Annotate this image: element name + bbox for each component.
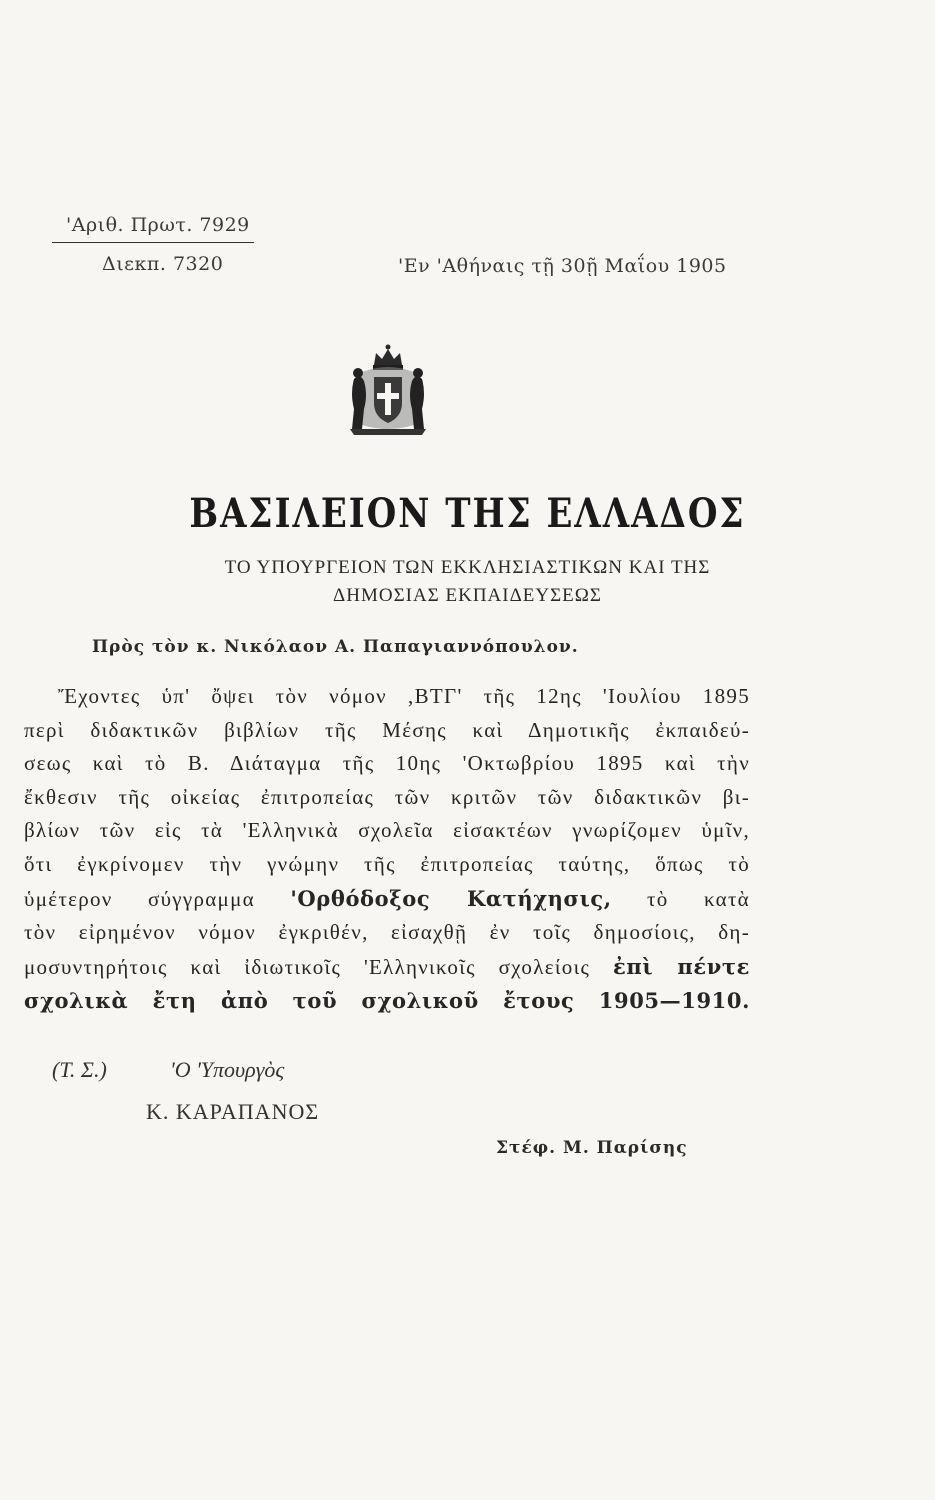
body-line-book-title xyxy=(24,882,750,917)
kingdom-title: ΒΑΣΙΛΕΙΟΝ ΤΗΣ ΕΛΛΑΔΟΣ xyxy=(189,490,746,538)
body-line: περὶ διδακτικῶν βιβλίων τῆς Μέσης καὶ Δημοτικῆς ἐκπαιδεύ- xyxy=(24,717,750,742)
letter-body xyxy=(24,680,750,1018)
addressee: Πρὸς τὸν κ. Νικόλαον Α. Παπαγιαννόπουλον. xyxy=(92,637,579,657)
body-line-part: τὸ κατὰ xyxy=(647,886,750,911)
body-line: ἔκθεσιν τῆς οἰκείας ἐπιτροπείας τῶν κριτῶν τῶν διδακτικῶν βι- xyxy=(24,784,750,809)
body-line: τὸν εἰρημένον νόμον ἐγκριθέν, εἰσαχθῇ ἐν τοῖς δημοσίοις, δη- xyxy=(24,920,750,945)
book-title: 'Ορθόδοξος Κατήχησις, xyxy=(290,885,612,911)
minister-title: 'Ο 'Υπουργὸς xyxy=(170,1057,285,1082)
body-line: βλίων τῶν εἰς τὰ 'Ελληνικὰ σχολεῖα εἰσακτέων γνωρίζομεν ὑμῖν, xyxy=(24,818,750,843)
ministry-line-1: ΤΟ ΥΠΟΥΡΓΕΙΟΝ ΤΩΝ ΕΚΚΛΗΣΙΑΣΤΙΚΩΝ ΚΑΙ ΤΗΣ xyxy=(224,557,711,578)
ministry-line-2: ΔΗΜΟΣΙΑΣ ΕΚΠΑΙΔΕΥΣΕΩΣ xyxy=(333,585,602,606)
minister-name: Κ. ΚΑΡΑΠΑΝΟΣ xyxy=(146,1099,320,1124)
ministry-title xyxy=(0,554,935,610)
body-line-part: ὑμέτερον σύγγραμμα xyxy=(24,886,255,911)
protocol-number: 'Αριθ. Πρωτ. 7929 xyxy=(52,214,254,243)
seal-mark: (Τ. Σ.) xyxy=(52,1057,107,1082)
body-line: Ἔχοντες ὑπ' ὄψει τὸν νόμον ,ΒΤΓ' τῆς 12ης 'Ιουλίου 1895 xyxy=(58,684,750,708)
approval-duration-start: ἐπὶ πέντε xyxy=(613,953,750,979)
body-line: σεως καὶ τὸ Β. Διάταγμα τῆς 10ης 'Οκτωβρίου 1895 καὶ τὴν xyxy=(24,751,750,776)
body-line-duration xyxy=(24,950,750,985)
approval-period: σχολικὰ ἔτη ἀπὸ τοῦ σχολικοῦ ἔτους 1905—1910. xyxy=(24,988,750,1014)
reference-numbers xyxy=(52,214,254,275)
place-date: 'Εν 'Αθήναις τῇ 30ῇ Μαΐου 1905 xyxy=(398,255,727,277)
dispatch-number: Διεκπ. 7320 xyxy=(102,253,224,275)
body-line-part: μοσυντηρήτοις καὶ ἰδιωτικοῖς 'Ελληνικοῖς σχολείοις xyxy=(24,954,591,979)
coat-of-arms-emblem xyxy=(340,343,436,439)
body-line: ὅτι ἐγκρίνομεν τὴν γνώμην τῆς ἐπιτροπείας ταύτης, ὅπως τὸ xyxy=(24,851,750,876)
signer-name: Στέφ. Μ. Παρίσης xyxy=(496,1138,688,1158)
